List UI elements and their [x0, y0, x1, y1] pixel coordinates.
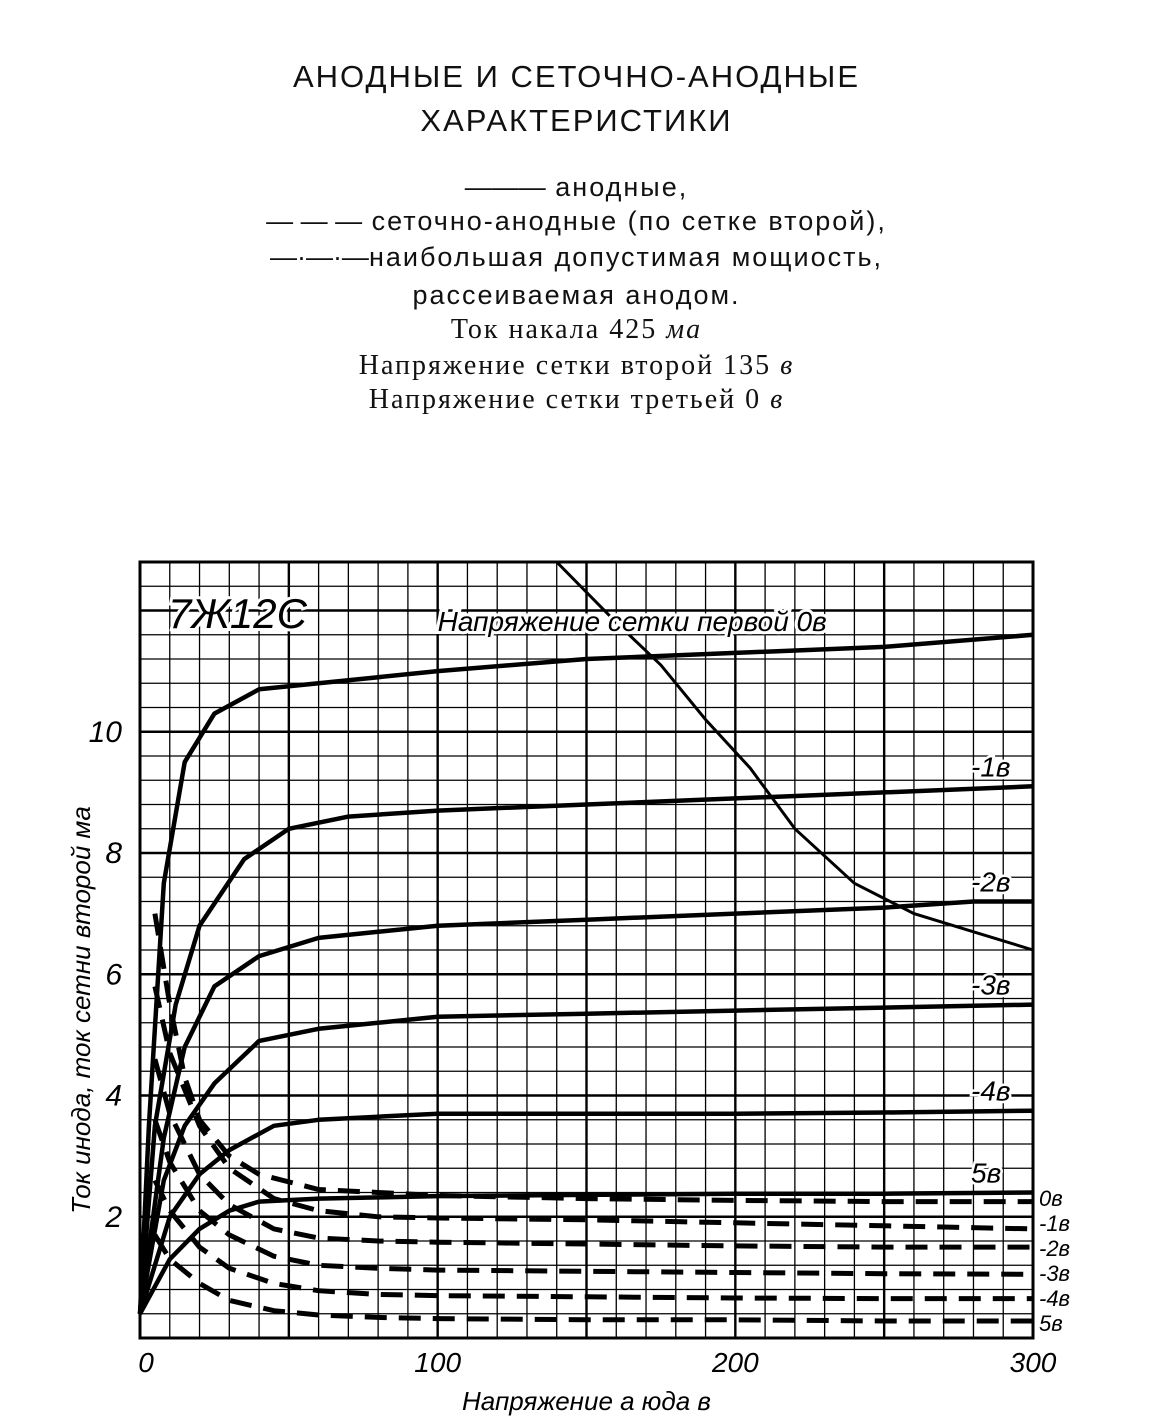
y-tick-label: 10: [88, 715, 122, 749]
series-label-grid1: Напряжение сетки первой 0в: [437, 605, 827, 637]
legend-dashed-text: сеточно-анодные (по сетке второй),: [362, 206, 887, 236]
screen-curve-label: 0в: [1039, 1186, 1063, 1211]
legend-solid: [0, 172, 1153, 203]
grid2-voltage-unit: в: [780, 350, 795, 381]
chart-title-line-1: АНОДНЫЕ И СЕТОЧНО-АНОДНЫЕ: [292, 59, 861, 94]
y-tick-label: 8: [105, 837, 122, 870]
screen-curve-label: -3в: [1039, 1261, 1071, 1286]
heater-current-unit: ма: [666, 314, 703, 345]
grid2-voltage-label: Напряжение сетки второй 135: [358, 350, 781, 381]
x-tick-label: 0: [138, 1347, 154, 1378]
grid2-voltage: [0, 350, 1153, 382]
grid3-voltage-label: Напряжение сетки третьей 0: [368, 384, 771, 415]
y-tick-label: 6: [105, 958, 122, 992]
screen-curve-label: -4в: [1039, 1286, 1071, 1311]
tube-type-label: 7Ж12С: [168, 590, 307, 637]
screen-curve-label: -1в: [1039, 1211, 1071, 1236]
x-tick-label: 200: [711, 1347, 759, 1378]
heater-current: [0, 314, 1153, 346]
legend-dashdot-text: наибольшая допустимая мощиость,: [368, 242, 884, 272]
legend-dashdot: [0, 242, 1153, 273]
chart-title-line-2: ХАРАКТЕРИСТИКИ: [420, 103, 733, 138]
legend-solid-text: анодные,: [545, 172, 689, 202]
grid3-voltage-unit: в: [770, 384, 785, 415]
x-tick-label: 300: [1009, 1347, 1057, 1378]
y-axis-label: Ток инода, ток сетни второй ма: [66, 806, 96, 1214]
legend-dashdot-mark: —·—·—: [269, 242, 369, 272]
legend-solid-mark: ———: [464, 172, 546, 202]
anode-curve-label: -4в: [971, 1075, 1011, 1107]
legend-dashed: [0, 206, 1153, 237]
screen-curve: [155, 1235, 1033, 1321]
anode-curve-label: -1в: [971, 751, 1011, 783]
x-axis-label: Напряжение а юда в: [462, 1386, 711, 1416]
legend-dashed-mark: — — —: [266, 206, 363, 236]
anode-curve-label: -3в: [971, 969, 1011, 1001]
anode-curve-label: -2в: [971, 866, 1011, 898]
legend-dashdot-text-2: рассеиваемая анодом.: [412, 280, 741, 310]
anode-curve-label: 5в: [971, 1157, 1002, 1189]
screen-curve: [155, 914, 1033, 1202]
y-tick-label: 2: [105, 1200, 122, 1234]
y-tick-label: 4: [105, 1079, 122, 1113]
characteristics-chart: [0, 500, 1153, 1426]
heater-current-label: Ток накала 425: [450, 314, 667, 345]
screen-curve: [155, 1059, 1033, 1247]
x-tick-label: 100: [414, 1347, 462, 1378]
grid3-voltage: [0, 384, 1153, 416]
screen-curve-label: 5в: [1039, 1311, 1063, 1336]
screen-curve-label: -2в: [1039, 1236, 1071, 1261]
